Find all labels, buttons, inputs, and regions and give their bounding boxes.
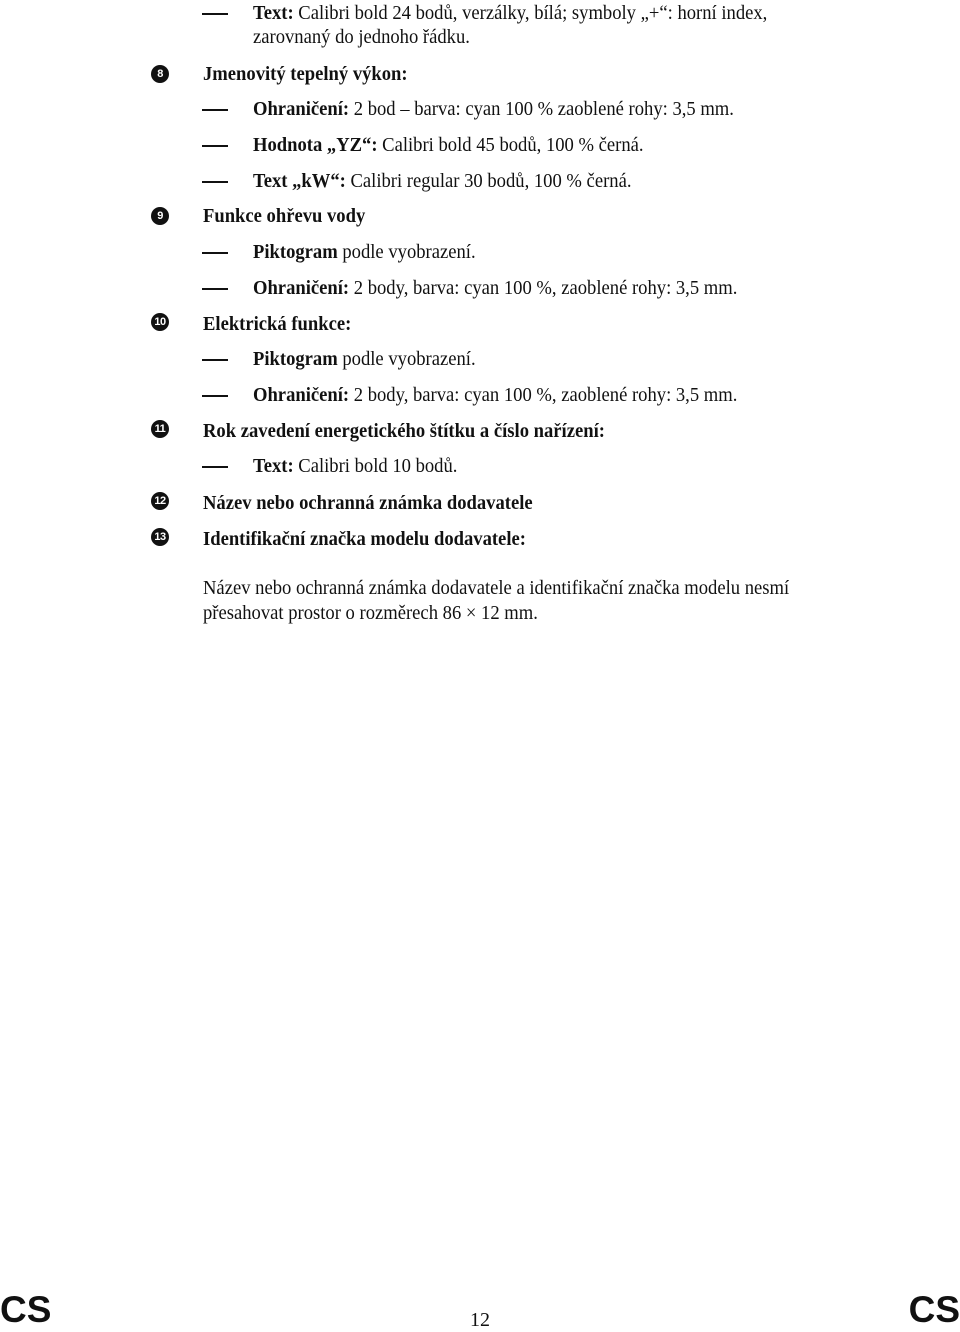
section-heading: Identifikační značka modelu dodavatele: [203,528,526,550]
spec-line: Hodnota „YZ“: Calibri bold 45 bodů, 100 % černá. [253,134,644,156]
dash-marker [202,109,228,111]
spec-line: Text „kW“: Calibri regular 30 bodů, 100 % černá. [253,170,632,192]
spec-line-continuation: zarovnaný do jednoho řádku. [253,26,470,48]
dash-marker [202,145,228,147]
section-heading: Název nebo ochranná známka dodavatele [203,492,533,514]
item-number-badge: 8 [151,65,169,83]
page-number: 12 [470,1309,490,1331]
item-number-badge: 11 [151,420,169,438]
dash-marker [202,359,228,361]
spec-line: Piktogram podle vyobrazení. [253,348,476,370]
spec-line: Text: Calibri bold 24 bodů, verzálky, bílá; symboly „+“: horní index, [253,2,768,24]
item-number-badge: 12 [151,492,169,510]
spec-line: Ohraničení: 2 bod – barva: cyan 100 % zaoblené rohy: 3,5 mm. [253,98,734,120]
item-number-badge: 9 [151,207,169,225]
dash-marker [202,466,228,468]
dash-marker [202,181,228,183]
section-heading: Jmenovitý tepelný výkon: [203,63,408,85]
section-heading: Funkce ohřevu vody [203,205,366,227]
body-paragraph-line: přesahovat prostor o rozměrech 86 × 12 mm. [203,602,538,624]
section-heading: Rok zavedení energetického štítku a číslo nařízení: [203,420,605,442]
language-mark-right: CS [908,1289,960,1330]
dash-marker [202,395,228,397]
spec-line: Ohraničení: 2 body, barva: cyan 100 %, zaoblené rohy: 3,5 mm. [253,277,738,299]
section-heading: Elektrická funkce: [203,313,352,335]
item-number-badge: 10 [151,313,169,331]
spec-line: Piktogram podle vyobrazení. [253,241,476,263]
dash-marker [202,252,228,254]
dash-marker [202,288,228,290]
spec-line: Text: Calibri bold 10 bodů. [253,455,458,477]
item-number-badge: 13 [151,528,169,546]
language-mark-left: CS [0,1289,52,1330]
spec-line: Ohraničení: 2 body, barva: cyan 100 %, zaoblené rohy: 3,5 mm. [253,384,738,406]
body-paragraph-line: Název nebo ochranná známka dodavatele a identifikační značka modelu nesmí [203,577,790,599]
dash-marker [202,13,228,15]
